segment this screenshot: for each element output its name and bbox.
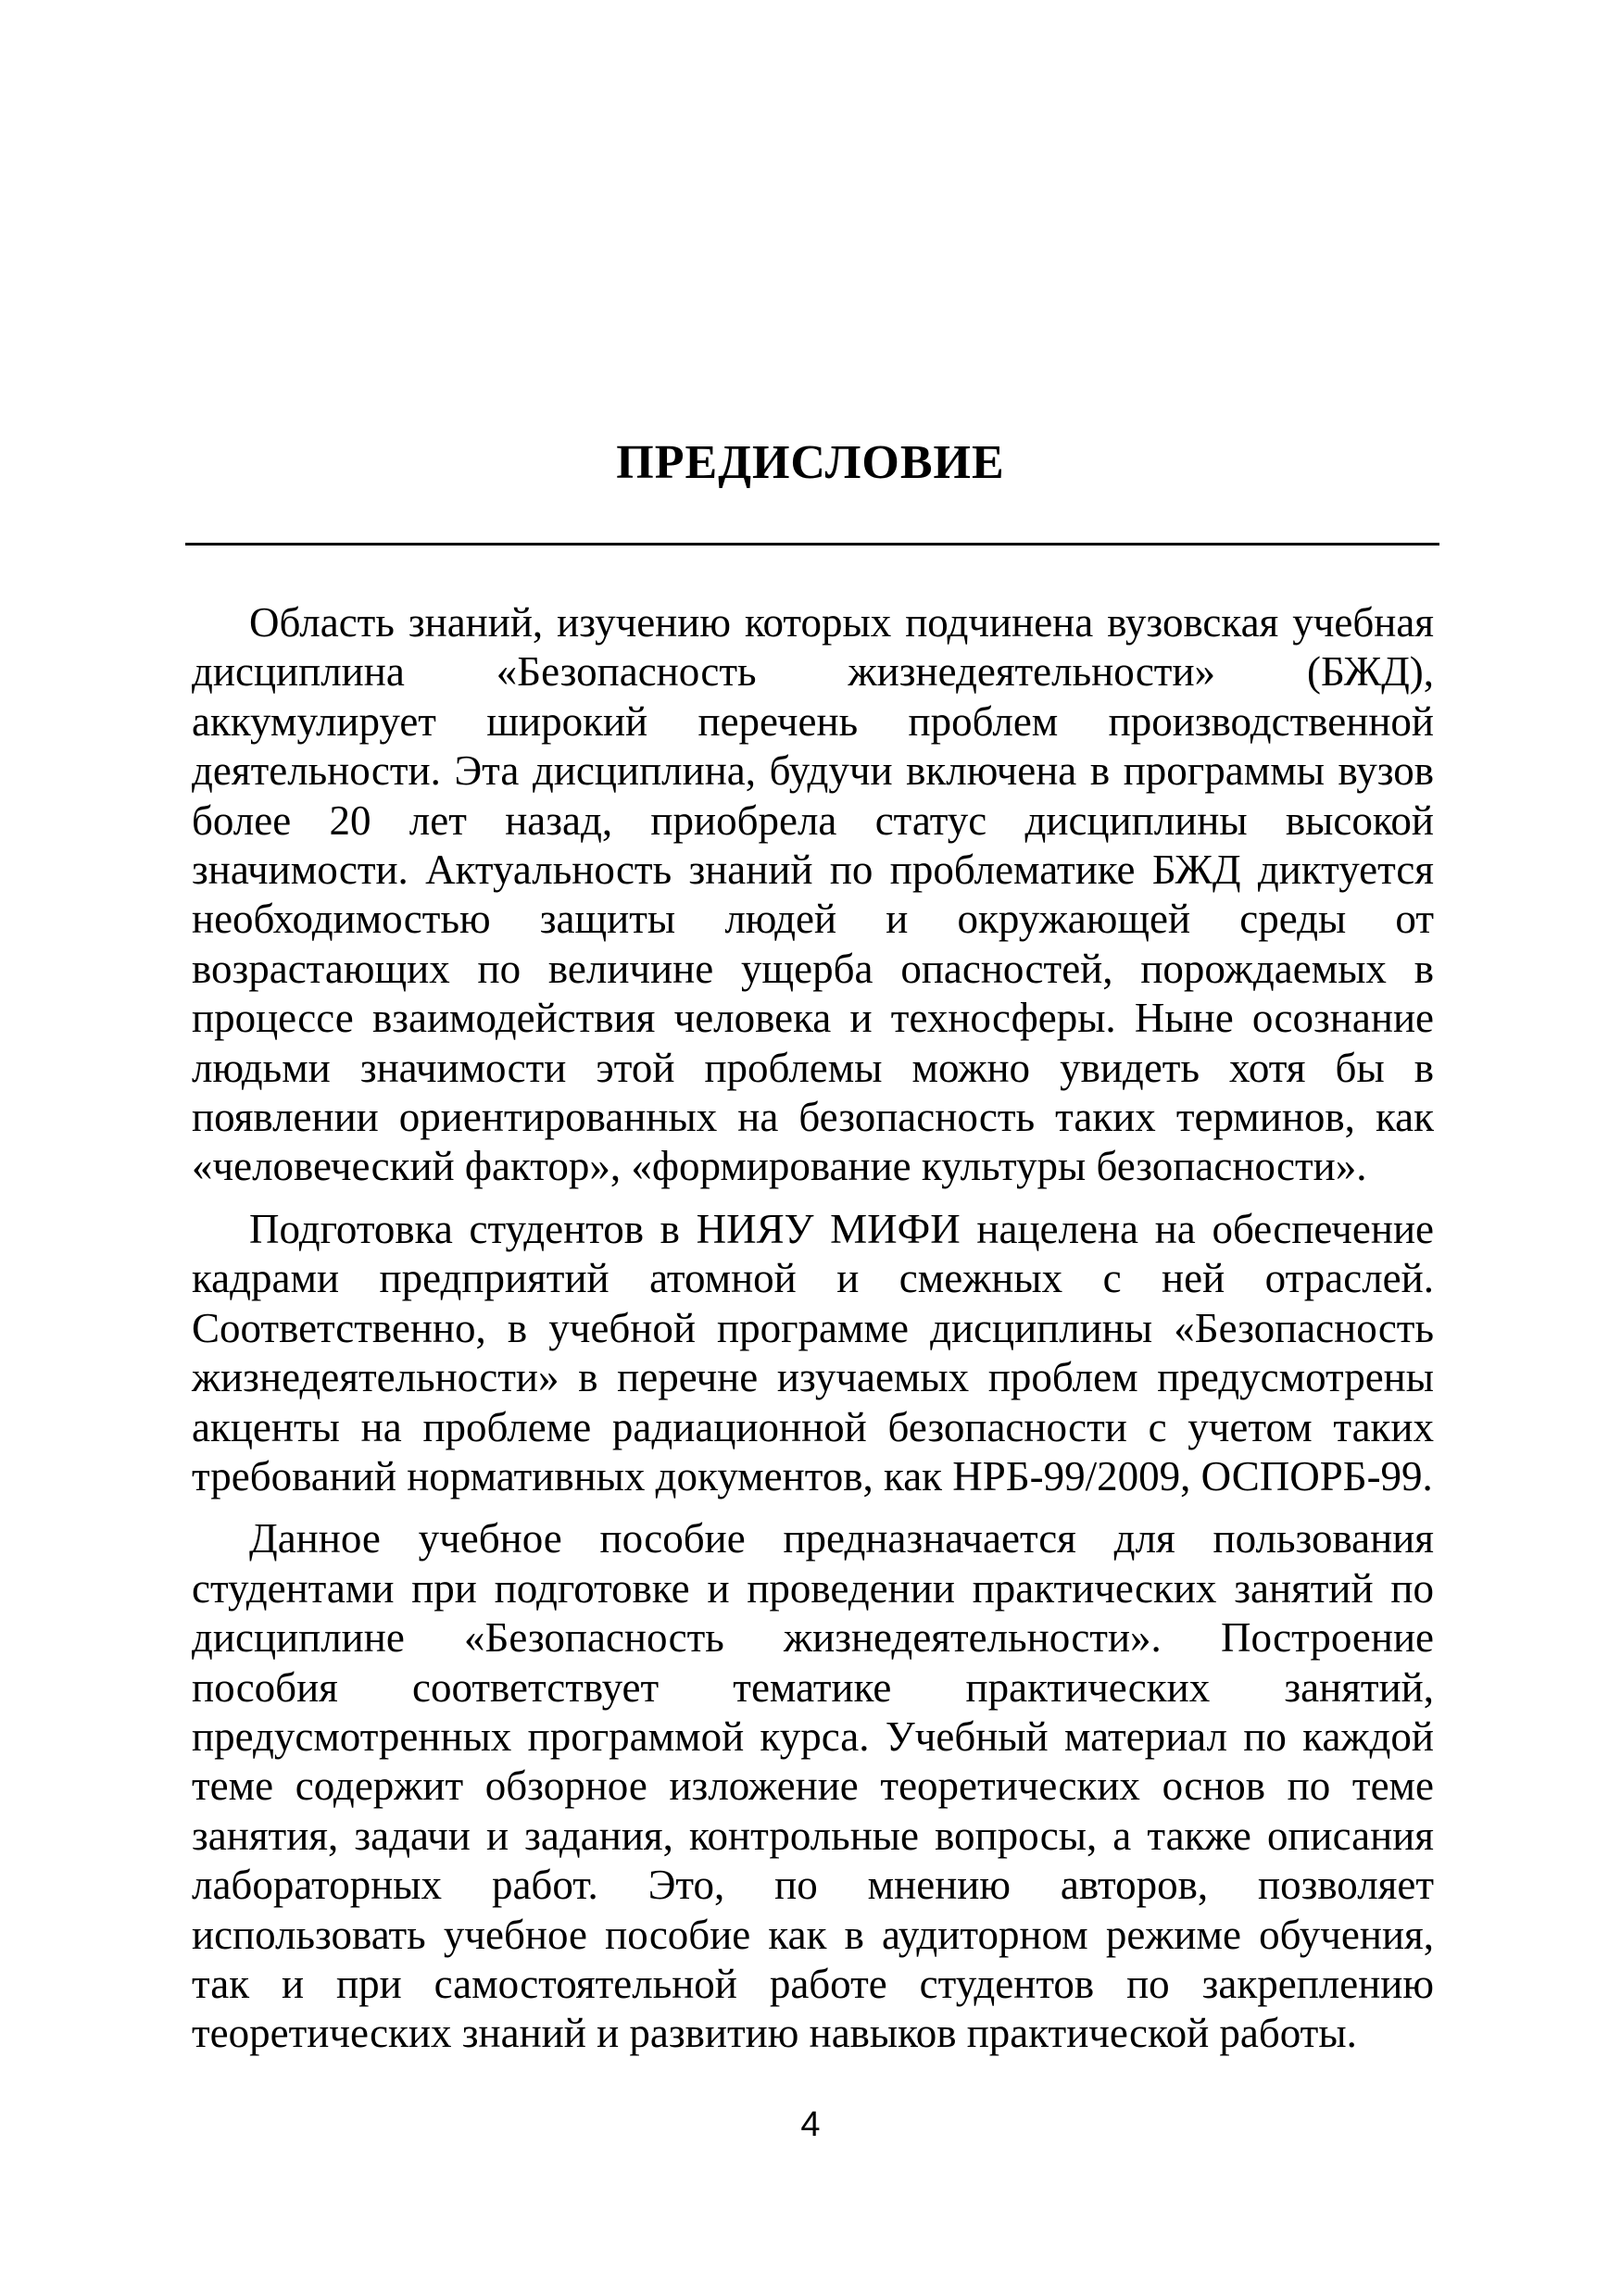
title-divider — [185, 543, 1439, 546]
page-title: ПРЕДИСЛОВИЕ — [616, 436, 1005, 489]
body-text — [192, 598, 1434, 2059]
paragraph-1: Область знаний, изучению которых подчинена вузовская учебная дисциплина «Безопасность жизнедеятельности» (БЖД), аккумулирует широкий перечень проблем производственной деятельности. Эта дисциплина, будучи включена в программы вузов более 20 лет назад, приобрела статус дисциплины высокой значимости. Актуальность знаний по проблематике БЖД диктуется необходимостью защиты людей и окружающей среды от возрастающих по величине ущерба опасностей, порождаемых в процессе взаимодействия человека и техносферы. Ныне осознание людьми значимости этой проблемы можно увидеть хотя бы в появлении ориентированных на безопасность таких терминов, как «человеческий фактор», «формирование культуры безопасности». — [192, 599, 1434, 1190]
paragraph-3: Данное учебное пособие предназначается для пользования студентами при подготовке и проведении практических занятий по дисциплине «Безопасность жизнедеятельности». Построение пособия соответствует тематике практических занятий, предусмотренных программой курса. Учебный материал по каждой теме содержит обзорное изложение теоретических основ по теме занятия, задачи и задания, контрольные вопросы, а также описания лабораторных работ. Это, по мнению авторов, позволяет использовать учебное пособие как в аудиторном режиме обучения, так и при самостоятельной работе студентов по закреплению теоретических знаний и развитию навыков практической работы. — [192, 1515, 1434, 2057]
paragraph-2: Подготовка студентов в НИЯУ МИФИ нацелена на обеспечение кадрами предприятий атомной и смежных с ней отраслей. Соответственно, в учебной программе дисциплины «Безопасность жизнедеятельности» в перечне изучаемых проблем предусмотрены акценты на проблеме радиационной безопасности с учетом таких требований нормативных документов, как НРБ-99/2009, ОСПОРБ-99. — [192, 1205, 1434, 1499]
page-number: 4 — [800, 2105, 821, 2144]
